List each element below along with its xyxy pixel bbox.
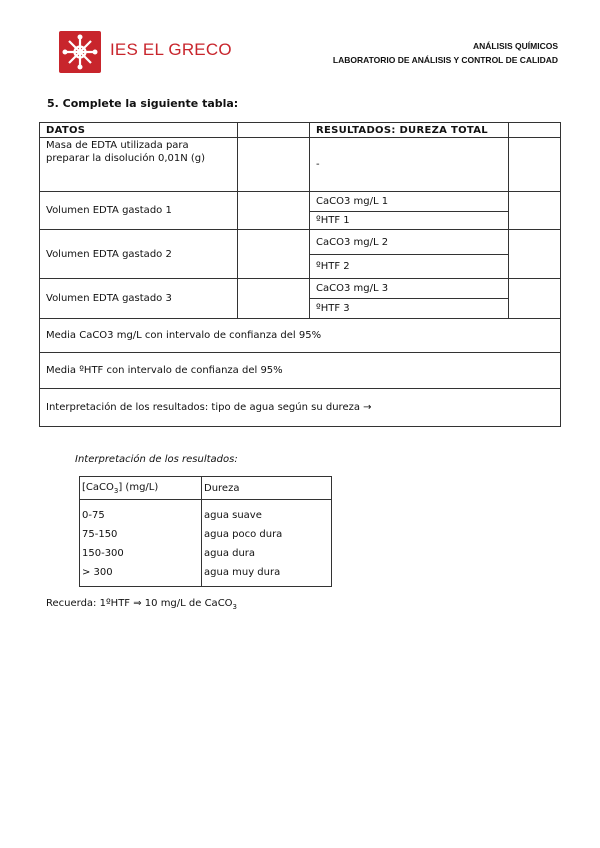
reminder-note-text: Recuerda: 1ºHTF ⇒ 10 mg/L de CaCO [46,598,233,609]
ref-header-concentration [80,477,202,500]
header-subject-line2: LABORATORIO DE ANÁLISIS Y CONTROL DE CALIDAD [332,55,558,65]
table-row [40,353,561,389]
table-row [80,525,332,544]
table-row [40,230,561,255]
ref-header-row [80,477,332,500]
reminder-note-sub: 3 [232,603,238,611]
row-vol2-label: Volumen EDTA gastado 2 [40,230,238,279]
table-header-row [40,123,561,138]
reminder-note [46,598,237,611]
table-row [80,500,332,526]
row-vol1-htf: ºHTF 1 [310,212,509,230]
input-cell[interactable] [238,192,310,230]
table-row [40,319,561,353]
row-media-htf: Media ºHTF con intervalo de confianza del 95% [40,353,561,389]
ref-range: > 300 [80,563,202,587]
input-cell[interactable] [509,192,561,230]
hardness-reference-table [79,476,332,587]
header-resultados: RESULTADOS: DUREZA TOTAL [310,123,509,138]
ref-range: 0-75 [80,500,202,526]
section-title: 5. Complete la siguiente tabla: [47,97,239,110]
row-masa-label: Masa de EDTA utilizada para preparar la disolución 0,01N (g) [40,138,238,192]
ref-header-concentration-pre: [CaCO [82,481,114,493]
input-cell[interactable] [238,279,310,319]
ref-range: 150-300 [80,544,202,563]
row-masa-result: - [310,138,509,192]
ref-hardness: agua dura [204,548,256,559]
ref-header-concentration-sub: 3 [113,486,119,495]
header-empty-cell [238,123,310,138]
ref-hardness: agua suave [204,510,262,521]
ref-header-hardness: Dureza [202,477,332,500]
input-cell[interactable] [238,230,310,279]
table-row [40,138,561,192]
results-table [39,122,561,427]
row-vol1-caco3: CaCO3 mg/L 1 [310,192,509,212]
school-logo [59,31,101,73]
input-cell[interactable] [238,138,310,192]
row-vol3-caco3: CaCO3 mg/L 3 [310,279,509,299]
table-row [40,279,561,299]
header-subject-line1: ANÁLISIS QUÍMICOS [472,41,558,51]
row-vol2-caco3: CaCO3 mg/L 2 [310,230,509,255]
table-row [40,192,561,212]
header-subject [333,39,558,67]
row-interp: Interpretación de los resultados: tipo de agua según su dureza → [40,389,561,427]
page-header [0,0,600,90]
row-vol2-htf: ºHTF 2 [310,255,509,279]
ref-range: 75-150 [80,525,202,544]
header-datos: DATOS [40,123,238,138]
input-cell[interactable] [509,138,561,192]
table-row [80,563,332,587]
row-media-caco3: Media CaCO3 mg/L con intervalo de confianza del 95% [40,319,561,353]
row-vol1-label: Volumen EDTA gastado 1 [40,192,238,230]
ref-hardness: agua muy dura [204,567,281,578]
row-vol3-htf: ºHTF 3 [310,299,509,319]
interpretation-caption: Interpretación de los resultados: [75,454,238,465]
ref-hardness: agua poco dura [204,529,283,540]
ref-header-concentration-post: ] (mg/L) [118,481,159,493]
header-empty-cell [509,123,561,138]
table-row [80,544,332,563]
row-vol3-label: Volumen EDTA gastado 3 [40,279,238,319]
input-cell[interactable] [509,230,561,279]
table-row [40,389,561,427]
input-cell[interactable] [509,279,561,319]
school-name: IES EL GRECO [110,40,232,59]
